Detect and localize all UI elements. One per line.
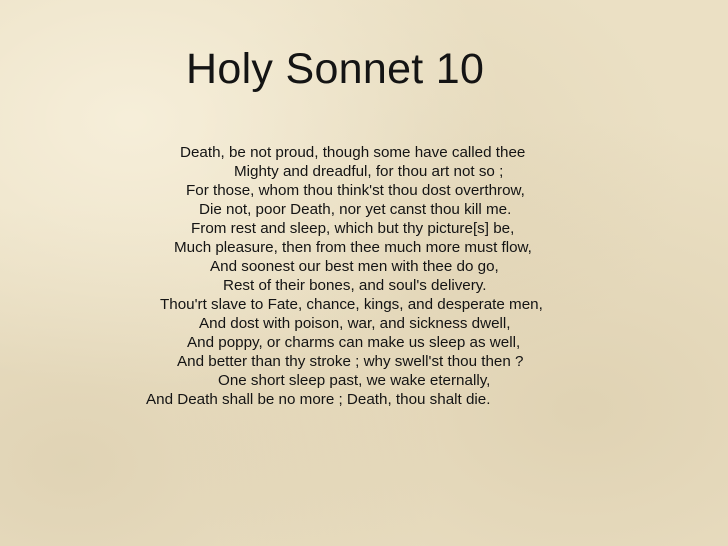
poem-line: Thou'rt slave to Fate, chance, kings, and desperate men, <box>160 296 543 313</box>
poem-line: One short sleep past, we wake eternally, <box>218 372 491 389</box>
poem-line: From rest and sleep, which but thy picture[s] be, <box>191 220 515 237</box>
poem-line: Die not, poor Death, nor yet canst thou kill me. <box>199 201 512 218</box>
poem-line: And Death shall be no more ; Death, thou shalt die. <box>146 391 491 408</box>
poem-line: Mighty and dreadful, for thou art not so ; <box>234 163 504 180</box>
poem-line: Death, be not proud, though some have called thee <box>180 144 526 161</box>
slide-title: Holy Sonnet 10 <box>186 45 485 93</box>
poem-line: For those, whom thou think'st thou dost overthrow, <box>186 182 525 199</box>
poem-line: Rest of their bones, and soul's delivery. <box>223 277 487 294</box>
poem-line: Much pleasure, then from thee much more must flow, <box>174 239 532 256</box>
poem-line: And dost with poison, war, and sickness dwell, <box>199 315 511 332</box>
poem-line: And better than thy stroke ; why swell'st thou then ? <box>177 353 524 370</box>
poem-line: And poppy, or charms can make us sleep as well, <box>187 334 521 351</box>
poem-line: And soonest our best men with thee do go, <box>210 258 499 275</box>
